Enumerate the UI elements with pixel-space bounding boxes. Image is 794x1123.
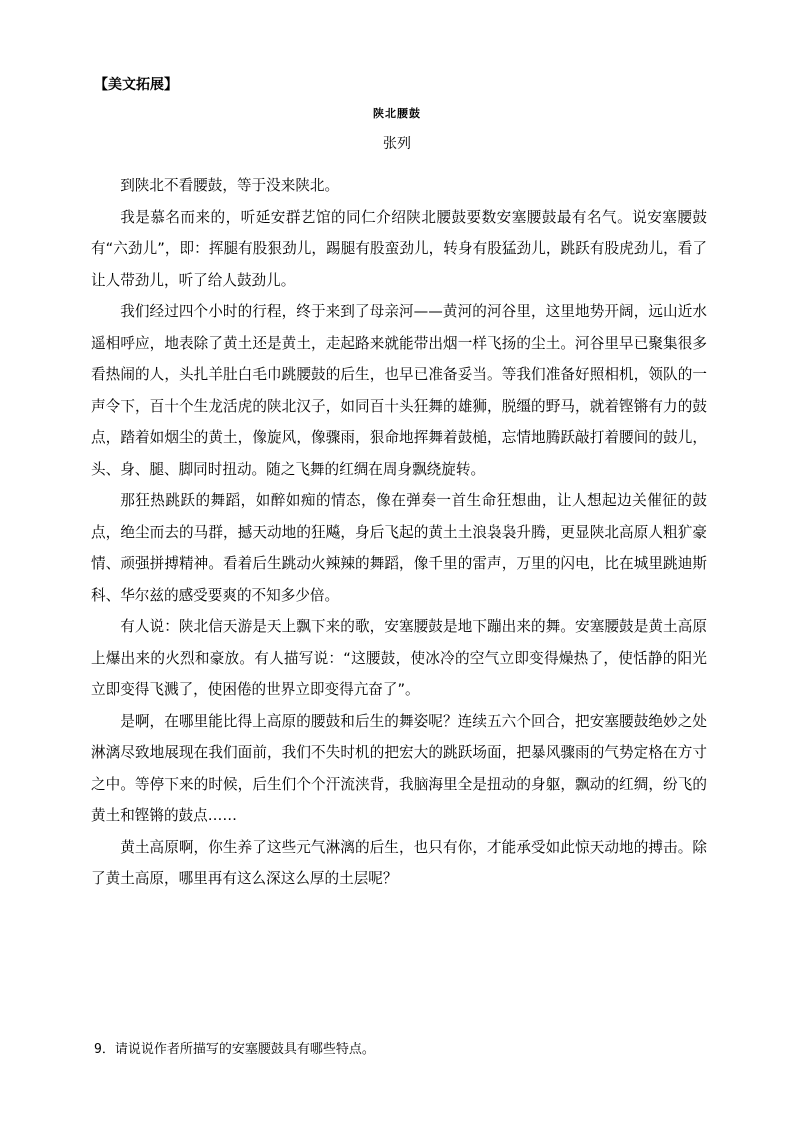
paragraph: 是啊，在哪里能比得上高原的腰鼓和后生的舞姿呢？连续五六个回合，把安塞腰鼓绝妙之处淋漓尽致地展现在我们面前，我们不失时机的把宏大的跳跃场面，把暴风骤雨的气势定格在方寸之中。等停下来的时候，后生们个个汗流浃背，我脑海里全是扭动的身躯，飘动的红绸，纷飞的黄土和铿锵的鼓点…… bbox=[91, 712, 707, 824]
paragraph: 我是慕名而来的，听延安群艺馆的同仁介绍陕北腰鼓要数安塞腰鼓最有名气。说安塞腰鼓有“六劲儿”，即：挥腿有股狠劲儿，踢腿有股蛮劲儿，转身有股猛劲儿，跳跃有股虎劲儿，看了让人带劲儿，听了给人鼓劲儿。 bbox=[91, 208, 707, 289]
paragraph: 黄土高原啊，你生养了这些元气淋漓的后生，也只有你，才能承受如此惊天动地的搏击。除了黄土高原，哪里再有这么深这么厚的土层呢？ bbox=[91, 838, 707, 887]
article-title: 陕北腰鼓 bbox=[373, 107, 421, 120]
section-label: 【美文拓展】 bbox=[94, 77, 178, 93]
question-9: 9．请说说作者所描写的安塞腰鼓具有哪些特点。 bbox=[94, 1042, 375, 1057]
paragraph: 我们经过四个小时的行程，终于来到了母亲河——黄河的河谷里，这里地势开阔，远山近水遥相呼应，地表除了黄土还是黄土，走起路来就能带出烟一样飞扬的尘土。河谷里早已聚集很多看热闹的人，头扎羊肚白毛巾跳腰鼓的后生，也早已准备妥当。等我们准备好照相机，领队的一声令下，百十个生龙活虎的陕北汉子，如同百十头狂舞的雄狮，脱缰的野马，就着铿锵有力的鼓点，踏着如烟尘的黄土，像旋风，像骤雨，狠命地挥舞着鼓槌，忘情地腾跃敲打着腰间的鼓儿，头、身、腿、脚同时扭动。随之飞舞的红绸在周身飘绕旋转。 bbox=[91, 303, 707, 478]
paragraph: 有人说：陕北信天游是天上飘下来的歌，安塞腰鼓是地下蹦出来的舞。安塞腰鼓是黄土高原上爆出来的火烈和豪放。有人描写说：“这腰鼓，使冰冷的空气立即变得燥热了，使恬静的阳光立即变得飞溅了，使困倦的世界立即变得亢奋了”。 bbox=[91, 618, 707, 698]
article-author: 张列 bbox=[383, 136, 411, 152]
paragraph: 那狂热跳跃的舞蹈，如醉如痴的情态，像在弹奏一首生命狂想曲，让人想起边关催征的鼓点，绝尘而去的马群，撼天动地的狂飚，身后飞起的黄土土浪袅袅升腾，更显陕北高原人粗犷豪情、顽强拼搏精神。看着后生跳动火辣辣的舞蹈，像千里的雷声，万里的闪电，比在城里跳迪斯科、华尔兹的感受要爽的不知多少倍。 bbox=[91, 492, 707, 604]
paragraph: 到陕北不看腰鼓，等于没来陕北。 bbox=[120, 177, 340, 194]
article-body bbox=[91, 170, 707, 895]
